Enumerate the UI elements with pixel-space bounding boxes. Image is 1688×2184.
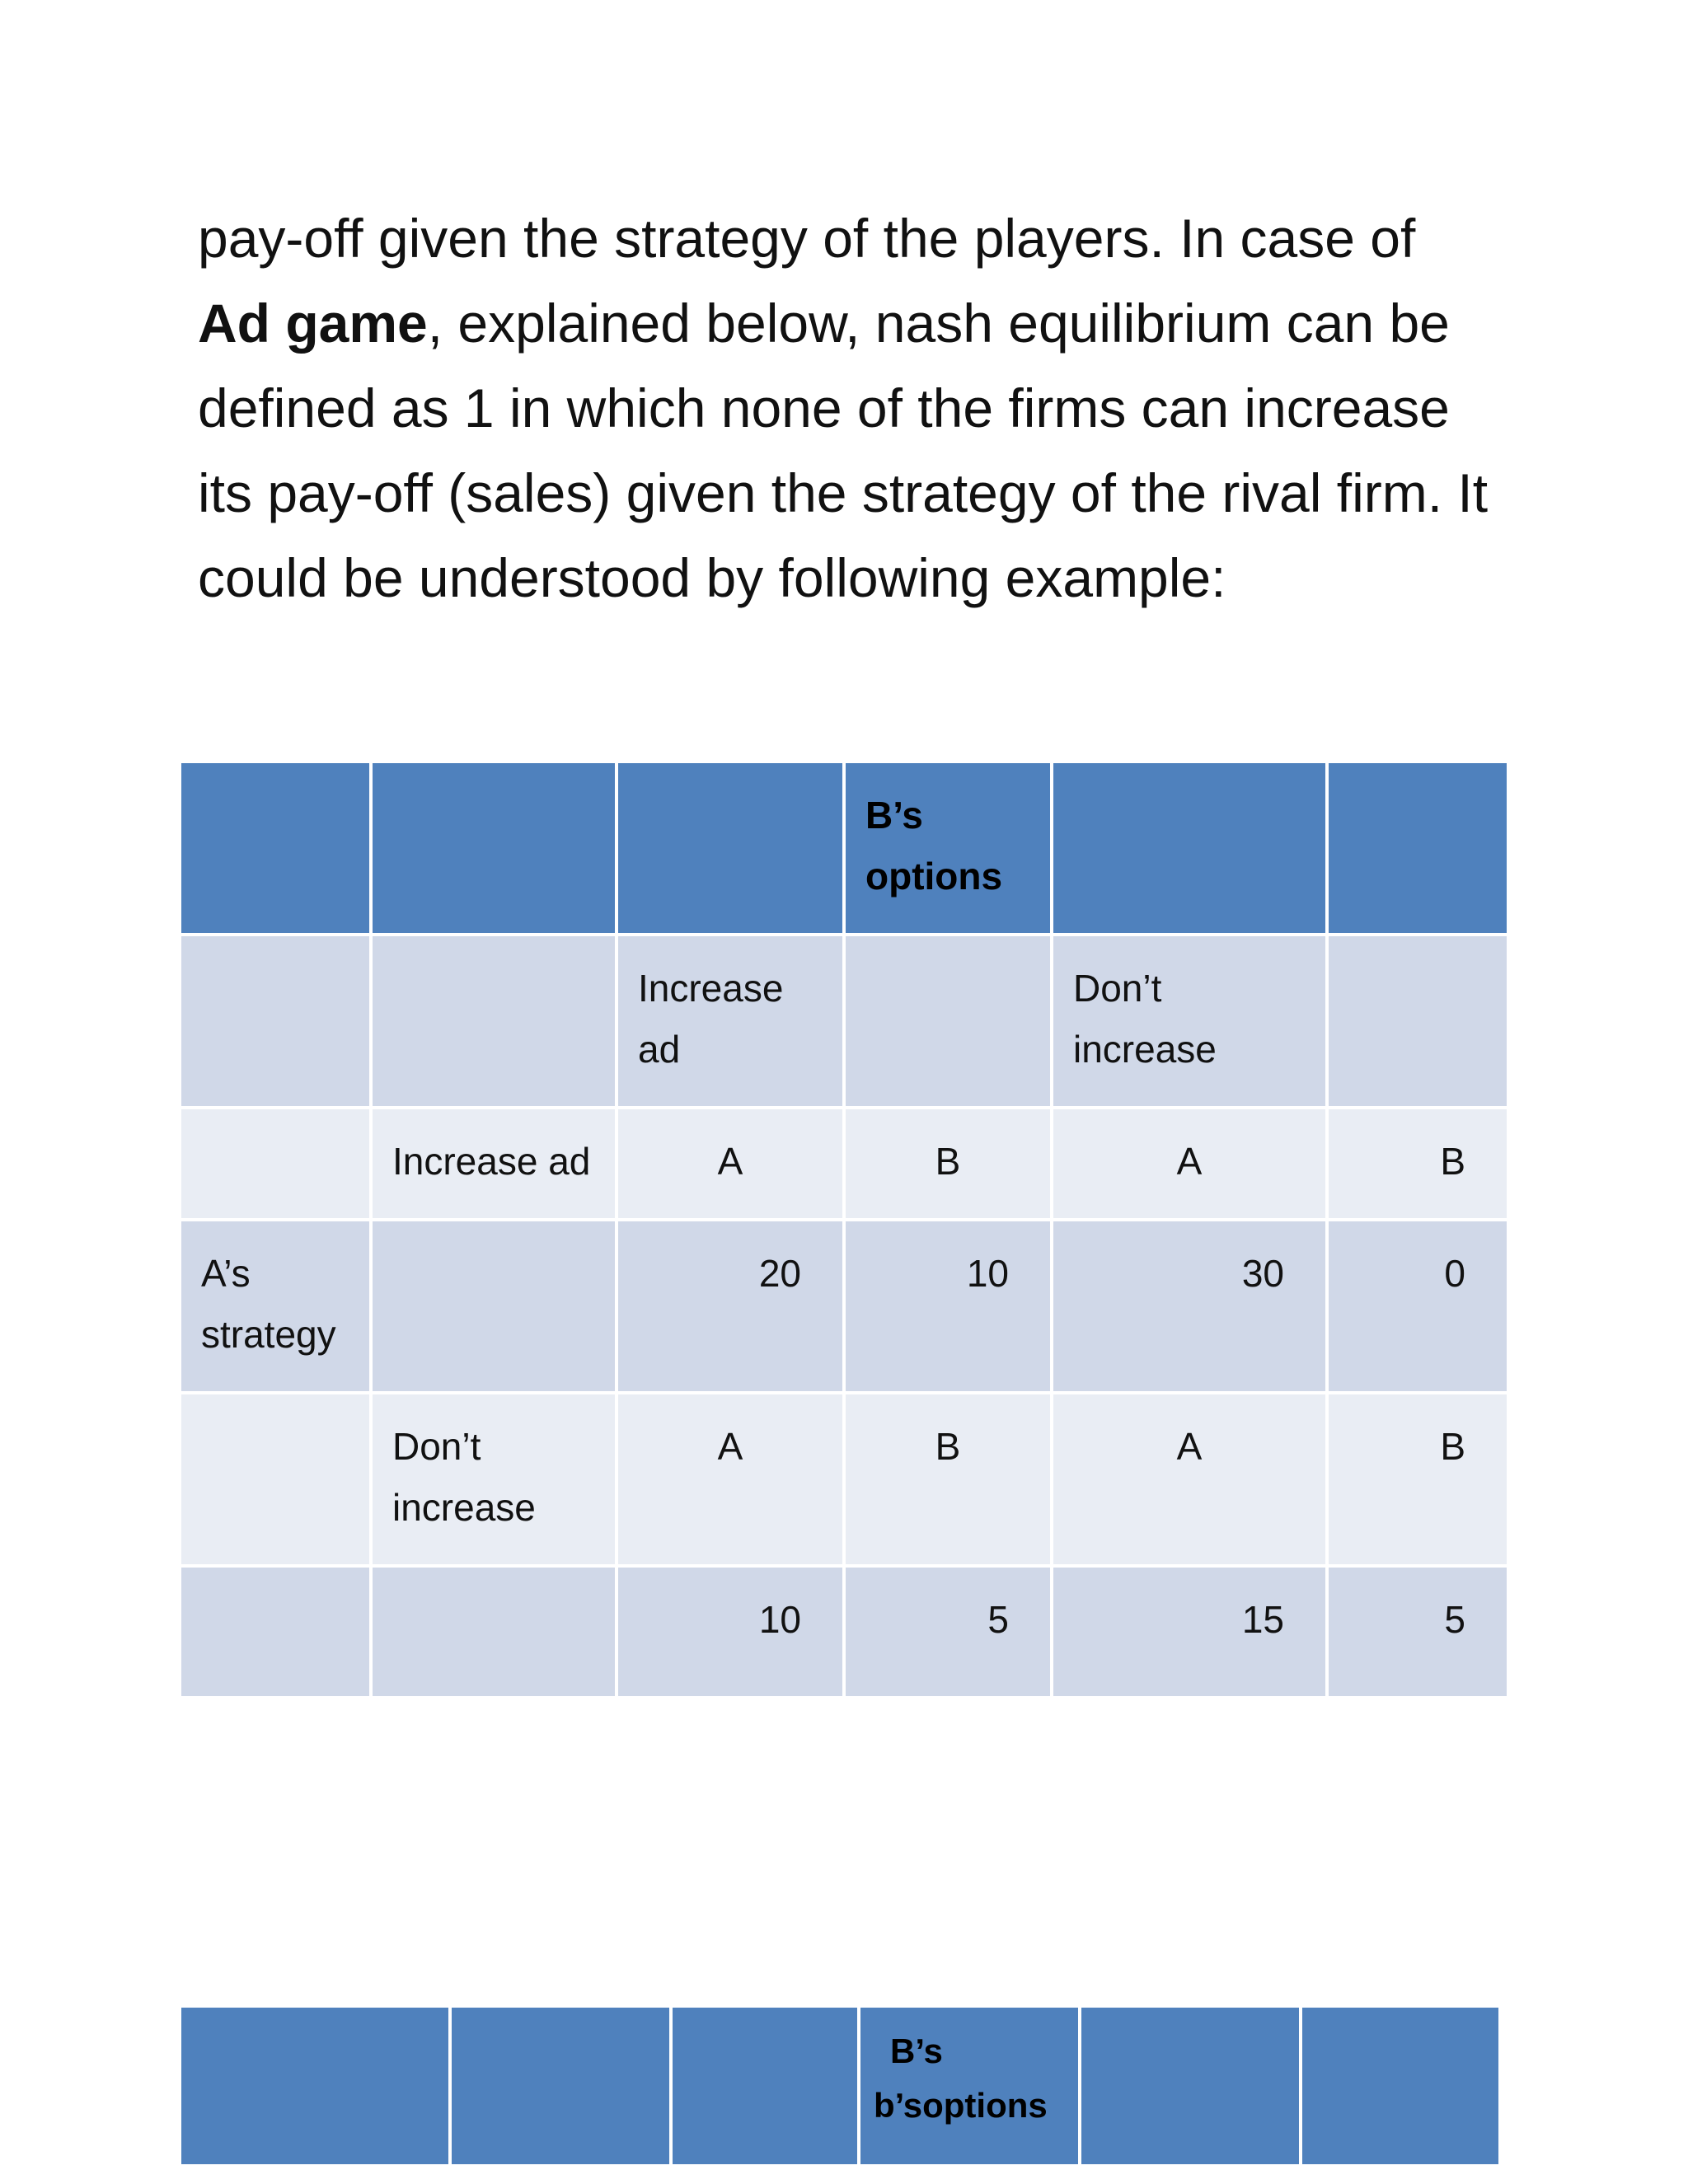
payoff-table [178, 760, 1510, 1699]
label-a: A [1052, 1393, 1327, 1566]
payoff-value: 5 [844, 1566, 1052, 1698]
table-cell [1080, 2006, 1301, 2166]
payoff-value: 10 [844, 1220, 1052, 1393]
table-row [180, 1566, 1508, 1698]
payoff-value: 30 [1052, 1220, 1327, 1393]
header-line-1: B’s [890, 2032, 943, 2070]
row-a-strategy: A’s strategy [180, 1220, 371, 1393]
table-cell [450, 2006, 671, 2166]
table-cell [844, 935, 1052, 1108]
table-cell [1327, 762, 1508, 935]
paragraph-text-2: , explained below, nash equilibrium can be defined as 1 in which none of the firms can increase its pay-off (sales) given the strategy of the rival firm. It could be understood by following example: [198, 293, 1489, 608]
body-paragraph [198, 196, 1500, 621]
table-cell [671, 2006, 859, 2166]
row-increase-ad: Increase ad [371, 1108, 617, 1220]
header-b-options: B’s options [844, 762, 1052, 935]
table-cell [371, 1220, 617, 1393]
table-row [180, 935, 1508, 1108]
header-b-options-2 [859, 2006, 1080, 2166]
table-cell [1301, 2006, 1500, 2166]
label-b: B [1327, 1393, 1508, 1566]
table-cell [180, 935, 371, 1108]
table-cell [180, 1393, 371, 1566]
table-header-row [180, 2006, 1500, 2166]
payoff-value: 15 [1052, 1566, 1327, 1698]
payoff-value: 20 [617, 1220, 844, 1393]
label-b: B [844, 1108, 1052, 1220]
label-a: A [617, 1393, 844, 1566]
table-cell [1052, 762, 1327, 935]
col-increase-ad: Increase ad [617, 935, 844, 1108]
table-cell [180, 2006, 450, 2166]
table-row [180, 1393, 1508, 1566]
table-row [180, 1108, 1508, 1220]
table-cell [180, 1566, 371, 1698]
paragraph-bold-term: Ad game [198, 293, 428, 354]
table-cell [180, 1108, 371, 1220]
second-table [178, 2004, 1502, 2168]
payoff-value: 5 [1327, 1566, 1508, 1698]
table-cell [180, 762, 371, 935]
payoff-value: 0 [1327, 1220, 1508, 1393]
table-cell [371, 1566, 617, 1698]
table-cell [371, 762, 617, 935]
table-cell [617, 762, 844, 935]
row-dont-increase: Don’t increase [371, 1393, 617, 1566]
table-cell [371, 935, 617, 1108]
label-b: B [1327, 1108, 1508, 1220]
col-dont-increase: Don’t increase [1052, 935, 1327, 1108]
table-cell [1327, 935, 1508, 1108]
header-line-2: b’soptions [874, 2086, 1048, 2125]
paragraph-text-1: pay-off given the strategy of the players. In case of [198, 208, 1416, 269]
label-b: B [844, 1393, 1052, 1566]
table-row [180, 1220, 1508, 1393]
payoff-value: 10 [617, 1566, 844, 1698]
table-header-row [180, 762, 1508, 935]
label-a: A [1052, 1108, 1327, 1220]
label-a: A [617, 1108, 844, 1220]
